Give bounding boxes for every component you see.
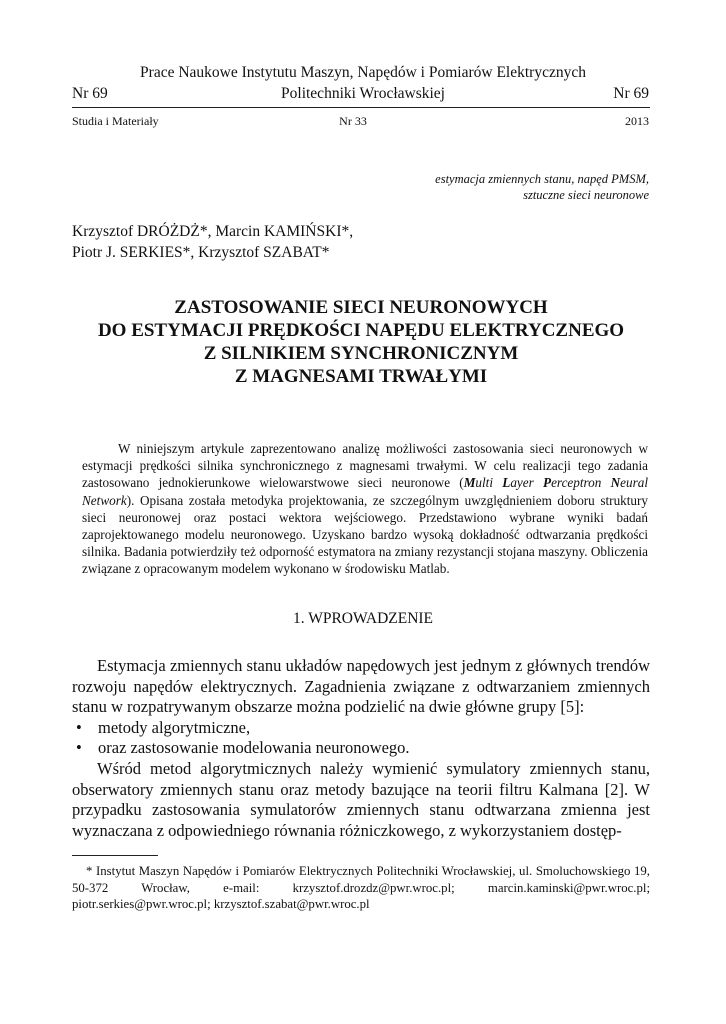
intro-paragraph-1: Estymacja zmiennych stanu układów napędowych jest jednym z głównych trendów rozwoju napędów elektrycznych. Zagadnienia związane z odtwarzaniem zmiennych stanu w rozpatrywanym obszarze można podzielić na dwie główne grupy [5]: bbox=[72, 656, 650, 717]
acronym-word-perceptron: erceptron bbox=[551, 475, 611, 491]
journal-title-line2: Politechniki Wrocławskiej bbox=[281, 85, 445, 102]
bullet-icon: • bbox=[76, 738, 82, 758]
acronym-word-multi: ulti bbox=[475, 475, 503, 491]
authors-line1: Krzysztof DRÓŻDŻ*, Marcin KAMIŃSKI*, bbox=[72, 223, 354, 240]
series-name: Studia i Materiały bbox=[72, 114, 159, 128]
bullet-icon: • bbox=[76, 717, 82, 737]
section-body bbox=[72, 656, 650, 841]
list-item-text: oraz zastosowanie modelowania neuronowego. bbox=[98, 738, 410, 758]
series-number: Nr 33 bbox=[339, 114, 367, 128]
issue-number-left: Nr 69 bbox=[72, 85, 108, 102]
method-groups-list bbox=[72, 718, 650, 759]
acronym-word-layer: ayer bbox=[510, 475, 544, 491]
journal-title-line1: Prace Naukowe Instytutu Maszyn, Napędów i Pomiarów Elektrycznych bbox=[140, 64, 586, 81]
acronym-letter-l: L bbox=[502, 475, 511, 491]
title-line1: ZASTOSOWANIE SIECI NEURONOWYCH bbox=[174, 297, 548, 318]
intro-paragraph-2: Wśród metod algorytmicznych należy wymienić symulatory zmiennych stanu, obserwatory zmiennych stanu oraz metody bazujące na teorii filtru Kalmana [2]. W przypadku zastosowania symulatorów zmiennych stanu odtwarzana zmienna jest wyznaczana z odpowiedniego równania różniczkowego, z wykorzystaniem dostęp- bbox=[72, 758, 650, 840]
list-item bbox=[76, 717, 650, 739]
abstract-text-start: W niniejszym artykule zaprezentowano analizę możliwości zastosowania sieci neuronowych w estymacji prędkości silnika synchronicznego z magnesami trwałymi. W celu realizacji tego zadania zastosowano jednokierunkowe wielowarstwowe sieci neuronowe ( bbox=[82, 441, 648, 491]
title-line3: Z SILNIKIEM SYNCHRONICZNYM bbox=[203, 343, 519, 364]
section-heading: 1. WPROWADZENIE bbox=[292, 610, 434, 627]
footnote-text: * Instytut Maszyn Napędów i Pomiarów Elektrycznych Politechniki Wrocławskiej, ul. Smoluchowskiego 19, 50-372 Wrocław, e-mail: krzysztof.drozdz@pwr.wroc.pl; marcin.kaminski@pwr.wroc.pl; piotr.serkies@pwr.wroc.pl; krzysztof.szabat@pwr.wroc.pl bbox=[72, 864, 650, 911]
title-line2: DO ESTYMACJI PRĘDKOŚCI NAPĘDU ELEKTRYCZNEGO bbox=[97, 320, 625, 341]
acronym-letter-n: N bbox=[610, 475, 621, 491]
header-rule bbox=[72, 107, 650, 108]
acronym-word-network: eural Network bbox=[82, 475, 648, 508]
footnote bbox=[72, 863, 650, 913]
paper-title bbox=[60, 296, 662, 388]
publication-year: 2013 bbox=[625, 114, 649, 128]
acronym-letter-p: P bbox=[543, 475, 552, 491]
authors-line2: Piotr J. SERKIES*, Krzysztof SZABAT* bbox=[72, 244, 330, 261]
abstract-paragraph bbox=[82, 440, 648, 578]
abstract-text-end: ). Opisana została metodyka projektowania, ze szczególnym uwzględnieniem doboru struktury sieci neuronowej oraz postaci wektora wejściowego. Przedstawiono wybrane wyniki badań zaprojektowanego modelu neuronowego. Uzyskano bardzo wysoką dokładność odtwarzania prędkości silnika. Badania potwierdziły też odporność estymatora na zmiany rezystancji stojana maszyny. Obliczenia związane z opracowanym modelem wykonano w środowisku Matlab. bbox=[82, 492, 648, 577]
abstract bbox=[82, 440, 648, 578]
footnote-rule bbox=[72, 855, 158, 856]
issue-number-right: Nr 69 bbox=[613, 85, 649, 102]
keywords-line2: sztuczne sieci neuronowe bbox=[523, 188, 649, 202]
list-item bbox=[76, 738, 650, 759]
list-item-text: metody algorytmiczne, bbox=[98, 717, 251, 737]
acronym-letter-m: M bbox=[463, 475, 476, 491]
keywords-line1: estymacja zmiennych stanu, napęd PMSM, bbox=[435, 172, 649, 186]
title-line4: Z MAGNESAMI TRWAŁYMI bbox=[234, 366, 488, 387]
